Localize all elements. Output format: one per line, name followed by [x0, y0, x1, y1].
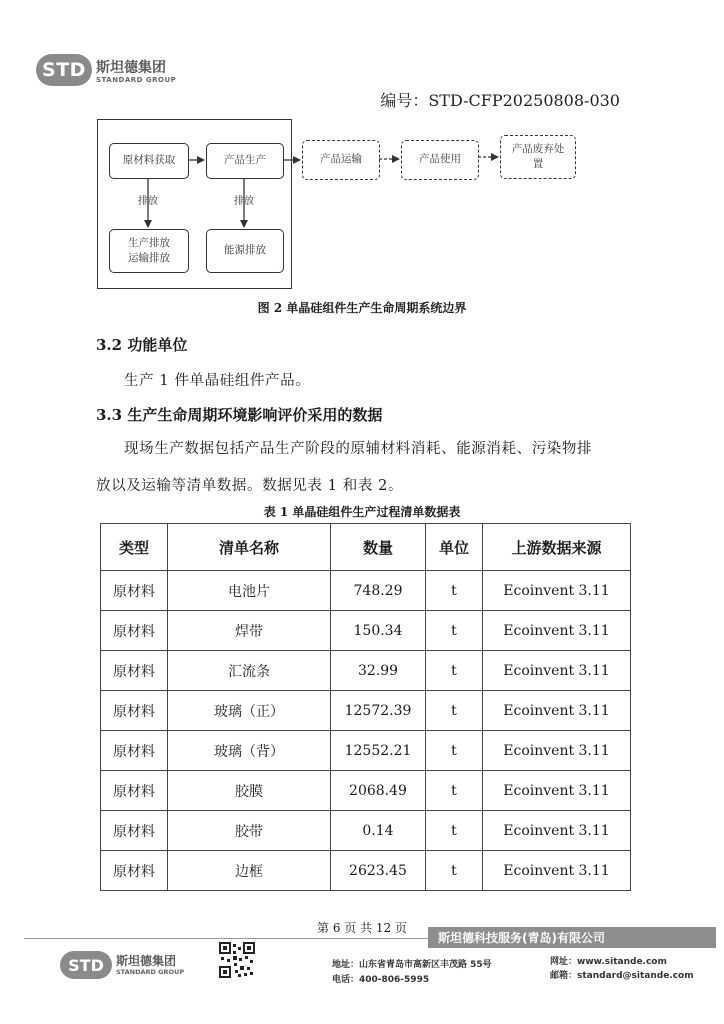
table-row	[101, 691, 631, 731]
footer-address: 地址：山东省青岛市高新区丰茂路 55号	[332, 960, 492, 970]
section-3-2-heading: 3.2 功能单位	[96, 336, 188, 354]
section-3-2-text: 生产 1 件单晶硅组件产品。	[124, 373, 311, 389]
node-disposal-line2: 置	[532, 158, 544, 170]
table-caption: 表 1 单晶硅组件生产过程清单数据表	[263, 505, 461, 519]
table-row	[101, 851, 631, 891]
cell-source: Ecoinvent 3.11	[483, 571, 631, 611]
edge-label-emission-left: 排放	[138, 196, 158, 207]
section-3-3-text-line2: 放以及运输等清单数据。数据见表 1 和表 2。	[96, 478, 404, 494]
table-row	[101, 611, 631, 651]
cell-source: Ecoinvent 3.11	[483, 611, 631, 651]
cell-name: 电池片	[168, 571, 331, 611]
figure-caption: 图 2 单晶硅组件生产生命周期系统边界	[257, 301, 467, 315]
cell-source: Ecoinvent 3.11	[483, 651, 631, 691]
cell-name: 边框	[168, 851, 331, 891]
footer-logo-chinese-name: 斯坦德集团	[116, 954, 177, 968]
cell-unit: t	[426, 571, 483, 611]
inventory-table	[100, 523, 631, 891]
cell-type: 原材料	[101, 811, 168, 851]
header-name: 清单名称	[168, 524, 331, 571]
cell-source: Ecoinvent 3.11	[483, 691, 631, 731]
cell-quantity: 748.29	[331, 571, 426, 611]
node-production-emission-line2: 运输排放	[128, 252, 170, 264]
cell-type: 原材料	[101, 691, 168, 731]
cell-unit: t	[426, 811, 483, 851]
cell-quantity: 2068.49	[331, 771, 426, 811]
logo-english-name: STANDARD GROUP	[96, 76, 177, 84]
cell-name: 焊带	[168, 611, 331, 651]
header-unit: 单位	[426, 524, 483, 571]
cell-unit: t	[426, 611, 483, 651]
cell-name: 玻璃（背）	[168, 731, 331, 771]
diagram-arrows	[0, 0, 724, 300]
table-row	[101, 811, 631, 851]
cell-type: 原材料	[101, 611, 168, 651]
cell-quantity: 0.14	[331, 811, 426, 851]
table-row	[101, 731, 631, 771]
cell-unit: t	[426, 731, 483, 771]
node-disposal-line1: 产品废弃处	[511, 142, 565, 155]
node-production: 产品生产	[206, 143, 284, 179]
footer-divider	[24, 938, 428, 939]
footer-std-logo-mark: STD	[60, 951, 112, 979]
qr-code-icon	[219, 942, 255, 978]
footer-phone: 电话：400-806-5995	[332, 975, 430, 985]
footer-email: 邮箱：standard@sitande.com	[550, 971, 694, 981]
document-number: 编号：STD-CFP20250808-030	[380, 91, 620, 110]
cell-type: 原材料	[101, 571, 168, 611]
node-energy-emission: 能源排放	[206, 229, 284, 273]
logo-chinese-name: 斯坦德集团	[96, 60, 166, 76]
edge-label-emission-right: 排放	[234, 196, 254, 207]
table-row	[101, 651, 631, 691]
cell-source: Ecoinvent 3.11	[483, 771, 631, 811]
cell-name: 玻璃（正）	[168, 691, 331, 731]
cell-unit: t	[426, 771, 483, 811]
cell-unit: t	[426, 651, 483, 691]
page-number: 第 6 页 共 12 页	[317, 921, 407, 935]
section-3-3-text-line1: 现场生产数据包括产品生产阶段的原辅材料消耗、能源消耗、污染物排	[124, 441, 593, 457]
node-use: 产品使用	[401, 140, 479, 180]
table-header-row	[101, 524, 631, 571]
node-production-emission-line1: 生产排放	[128, 236, 170, 249]
cell-source: Ecoinvent 3.11	[483, 731, 631, 771]
std-logo-mark: STD	[36, 54, 92, 86]
table-row	[101, 571, 631, 611]
node-transport: 产品运输	[302, 140, 380, 180]
cell-quantity: 2623.45	[331, 851, 426, 891]
footer-company-bar: 斯坦德科技服务(青岛)有限公司	[428, 927, 716, 948]
header-source: 上游数据来源	[483, 524, 631, 571]
cell-name: 汇流条	[168, 651, 331, 691]
cell-quantity: 32.99	[331, 651, 426, 691]
footer-logo-english-name: STANDARD GROUP	[116, 968, 185, 976]
cell-quantity: 150.34	[331, 611, 426, 651]
cell-quantity: 12552.21	[331, 731, 426, 771]
cell-name: 胶膜	[168, 771, 331, 811]
cell-quantity: 12572.39	[331, 691, 426, 731]
cell-unit: t	[426, 691, 483, 731]
node-raw-material: 原材料获取	[109, 143, 189, 179]
cell-type: 原材料	[101, 651, 168, 691]
cell-unit: t	[426, 851, 483, 891]
cell-type: 原材料	[101, 731, 168, 771]
cell-type: 原材料	[101, 851, 168, 891]
header-type: 类型	[101, 524, 168, 571]
header-quantity: 数量	[331, 524, 426, 571]
cell-name: 胶带	[168, 811, 331, 851]
footer-website: 网址：www.sitande.com	[550, 957, 667, 967]
section-3-3-heading: 3.3 生产生命周期环境影响评价采用的数据	[96, 406, 383, 424]
cell-type: 原材料	[101, 771, 168, 811]
cell-source: Ecoinvent 3.11	[483, 811, 631, 851]
cell-source: Ecoinvent 3.11	[483, 851, 631, 891]
table-row	[101, 771, 631, 811]
